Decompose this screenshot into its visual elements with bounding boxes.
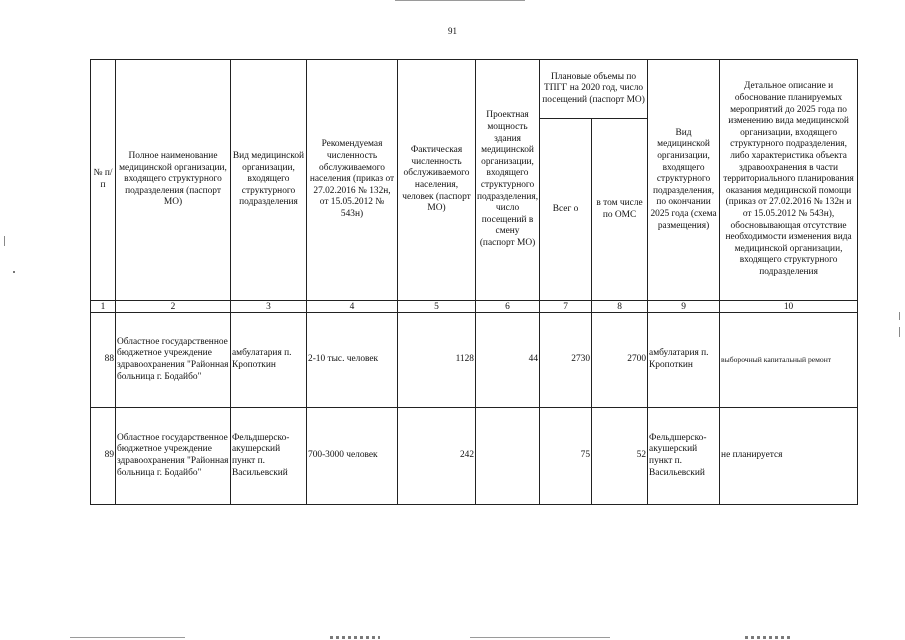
planned-oms: 2700 (592, 313, 648, 408)
planned-oms: 52 (592, 408, 648, 505)
organization-type-2025: амбулатария п. Кропоткин (648, 313, 720, 408)
scan-mark-right (899, 312, 900, 320)
scan-edge-bottom-left (70, 637, 185, 638)
organization-name: Областное государственное бюджетное учреждение здравоохранения "Районная больница г. Бодайбо" (116, 408, 231, 505)
col-header-organization-type: Вид медицинской организации, входящего структурного подразделения (231, 60, 307, 301)
col-header-description: Детальное описание и обоснование планируемых мероприятий до 2025 года по изменению вида медицинской организации, входящего структурного подразделения, либо характеристика объекта здравоохранения в части территориального планирования оказания медицинской помощи (приказ от 27.02.2016 № 132н и от 15.05.2012 № 543н), обосновывающая отсутствие необходимости изменения вида медицинской организации, входящего структурного подразделения (720, 60, 858, 301)
col-header-type-2025: Вид медицинской организации, входящего структурного подразделения, по окончании 2025 года (схема размещения) (648, 60, 720, 301)
row-number: 89 (91, 408, 116, 505)
recommended-population: 2-10 тыс. человек (307, 313, 398, 408)
scan-dot-left (13, 271, 15, 273)
column-number: 6 (476, 301, 540, 313)
column-number: 2 (116, 301, 231, 313)
scan-mark-left (4, 236, 5, 246)
organization-type-2025: Фельдшерско-акушерский пункт п. Васильевский (648, 408, 720, 505)
column-number: 3 (231, 301, 307, 313)
column-number-row (91, 301, 858, 313)
organization-type: амбулатария п. Кропоткин (231, 313, 307, 408)
table-row (91, 313, 858, 408)
recommended-population: 700-3000 человек (307, 408, 398, 505)
organization-name: Областное государственное бюджетное учреждение здравоохранения "Районная больница г. Бодайбо" (116, 313, 231, 408)
planned-measures-description: не планируется (720, 408, 858, 505)
col-header-planned-volumes: Плановые объемы по ТПГГ на 2020 год, число посещений (паспорт МО) (540, 60, 648, 119)
row-number: 88 (91, 313, 116, 408)
column-number: 4 (307, 301, 398, 313)
column-number: 5 (398, 301, 476, 313)
design-capacity: 44 (476, 313, 540, 408)
column-number: 9 (648, 301, 720, 313)
col-header-organization-name: Полное наименование медицинской организации, входящего структурного подразделения (паспорт МО) (116, 60, 231, 301)
scan-edge-top (395, 0, 525, 1)
col-header-design-capacity: Проектная мощность здания медицинской организации, входящего структурного подразделения, число посещений в смену (паспорт МО) (476, 60, 540, 301)
column-number: 10 (720, 301, 858, 313)
planned-measures-description: выборочный капитальный ремонт (720, 313, 858, 408)
organization-type: Фельдшерско-акушерский пункт п. Васильевский (231, 408, 307, 505)
medical-organizations-table (90, 59, 858, 505)
actual-population: 1128 (398, 313, 476, 408)
scan-mark-right-lower (899, 327, 900, 337)
page-number: 91 (448, 26, 457, 36)
column-number: 7 (540, 301, 592, 313)
header-row-top (91, 60, 858, 119)
scan-edge-bottom-ticks-right (745, 636, 790, 639)
scan-edge-bottom-middle (470, 637, 610, 638)
col-header-oms: в том числе по ОМС (592, 119, 648, 301)
col-header-recommended-population: Рекомендуемая численность обслуживаемого населения (приказ от 27.02.2016 № 132н, от 15.05.2012 № 543н) (307, 60, 398, 301)
table-row (91, 408, 858, 505)
planned-total: 75 (540, 408, 592, 505)
column-number: 8 (592, 301, 648, 313)
col-header-actual-population: Фактическая численность обслуживаемого населения, человек (паспорт МО) (398, 60, 476, 301)
scan-edge-bottom-ticks (330, 636, 380, 639)
col-header-number: № п/п (91, 60, 116, 301)
column-number: 1 (91, 301, 116, 313)
design-capacity (476, 408, 540, 505)
planned-total: 2730 (540, 313, 592, 408)
col-header-total: Всег о (540, 119, 592, 301)
actual-population: 242 (398, 408, 476, 505)
